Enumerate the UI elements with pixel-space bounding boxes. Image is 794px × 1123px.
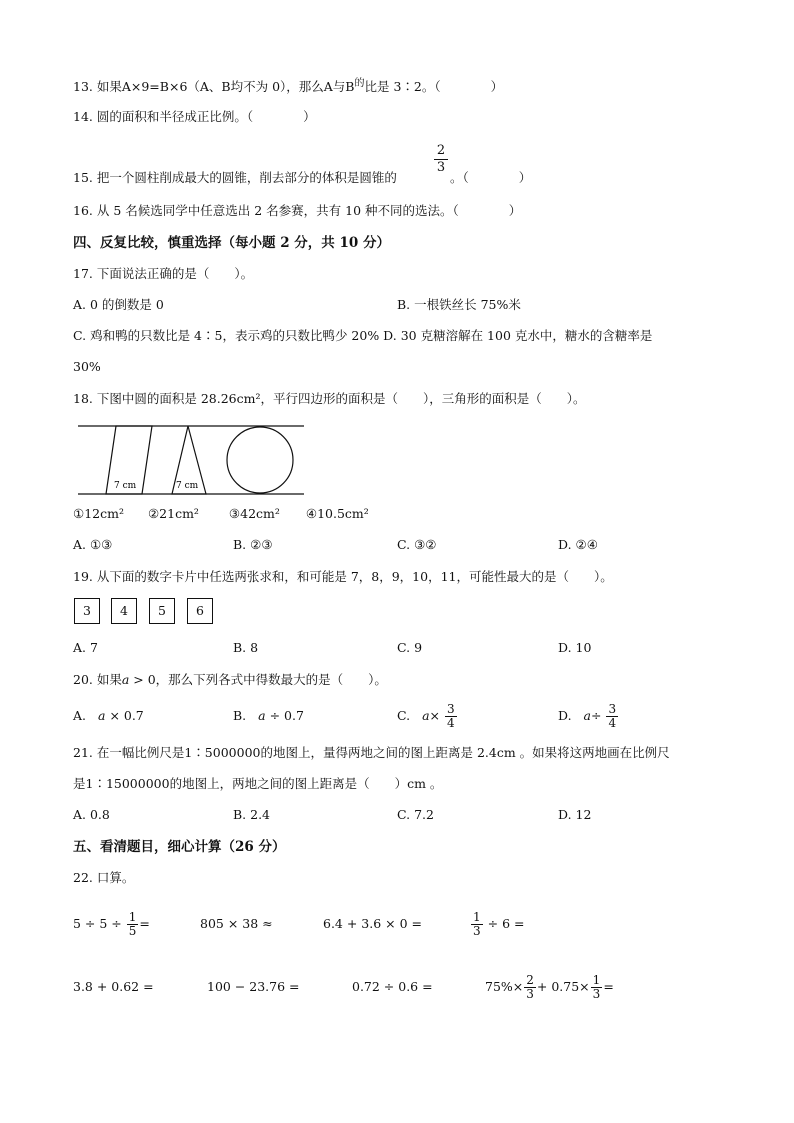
question-13	[73, 76, 503, 95]
parallelogram-base-label: 7 cm	[114, 481, 137, 491]
q20-c-fraction	[445, 703, 457, 730]
calc-8-post: =	[603, 979, 614, 994]
calc-1-den: 5	[128, 924, 137, 938]
q20-option-b	[233, 696, 304, 736]
calc-1-post: =	[139, 916, 150, 931]
q19-choice-c: C. 9	[397, 640, 423, 655]
q20-d-num: 3	[608, 702, 617, 716]
q20-d-label: D.	[558, 708, 572, 723]
q18-choice-c: C. ③②	[397, 537, 437, 552]
calc-8-num-1: 2	[526, 973, 534, 987]
calc-5: 3.8 + 0.62 =	[73, 979, 154, 994]
section-5-heading: 五、看清题目，细心计算（26 分）	[73, 839, 286, 855]
question-14: 14. 圆的面积和半径成正比例。（ ）	[73, 109, 316, 124]
question-21-line-2: 是1∶15000000的地图上，两地之间的图上距离是（ ）cm 。	[73, 776, 443, 791]
q20-a-expr: × 0.7	[109, 708, 144, 723]
calc-1-fraction	[127, 911, 139, 938]
q20-d-var: a	[583, 708, 591, 723]
q19-choice-d: D. 10	[558, 640, 592, 655]
calc-4	[470, 904, 524, 944]
circle-shape	[227, 427, 293, 493]
question-19: 19. 从下面的数字卡片中任选两张求和，和可能是 7，8，9，10，11，可能性最大的是（ ）。	[73, 569, 613, 584]
q15-denominator: 3	[436, 160, 446, 175]
q15-numerator: 2	[434, 143, 448, 160]
q21-choice-d: D. 12	[558, 807, 592, 822]
q13-small-char: 的	[354, 78, 365, 89]
calc-4-den: 3	[473, 924, 481, 938]
q20-c-op: ×	[429, 708, 441, 723]
q20-prefix: 20. 如果	[73, 672, 122, 687]
q17-option-cd: C. 鸡和鸭的只数比是 4∶5，表示鸡的只数比鸭少 20% D. 30 克糖溶解在 100 克水中，糖水的含糖率是	[73, 328, 653, 343]
number-card-6: 6	[187, 598, 213, 624]
q13-end: 比是 3∶2。（ ）	[364, 79, 504, 94]
q18-choice-a: A. ①③	[73, 537, 113, 552]
calc-8	[485, 967, 614, 1007]
calc-1-pre: 5 ÷ 5 ÷	[73, 916, 122, 931]
q21-choice-b: B. 2.4	[233, 807, 271, 822]
q15-end: 。（ ）	[450, 170, 532, 185]
calc-8-fraction-2	[591, 974, 603, 1001]
number-card-5: 5	[149, 598, 175, 624]
q17-option-b: B. 一根铁丝长 75%米	[397, 297, 521, 312]
q18-value-2: ②21cm²	[147, 506, 199, 521]
question-21-line-1: 21. 在一幅比例尺是1∶5000000的地图上，量得两地之间的图上距离是 2.4cm 。如果将这两地画在比例尺	[73, 745, 670, 760]
q18-choice-b: B. ②③	[233, 537, 273, 552]
q21-choice-a: A. 0.8	[73, 807, 110, 822]
q20-b-label: B.	[233, 708, 247, 723]
calc-2: 805 × 38 ≈	[200, 916, 273, 931]
q18-figure	[78, 422, 308, 502]
q20-c-label: C.	[397, 708, 411, 723]
q17-option-a: A. 0 的倒数是 0	[73, 297, 164, 312]
calc-7: 0.72 ÷ 0.6 =	[352, 979, 433, 994]
calc-8-fraction-1	[524, 974, 536, 1001]
section-4-heading: 四、反复比较，慎重选择（每小题 2 分，共 10 分）	[73, 235, 390, 251]
q20-variable: a	[121, 672, 130, 687]
q15-fraction	[434, 143, 448, 176]
calc-1	[73, 904, 150, 944]
q15-text: 15. 把一个圆柱削成最大的圆锥，削去部分的体积是圆锥的	[73, 170, 397, 185]
q17-option-d-cont: 30%	[73, 359, 101, 374]
q20-a-label: A.	[73, 708, 87, 723]
q19-choice-a: A. 7	[73, 640, 98, 655]
question-17: 17. 下面说法正确的是（ ）。	[73, 266, 254, 281]
calc-6: 100 − 23.76 =	[207, 979, 300, 994]
q20-c-num: 3	[447, 702, 455, 716]
calc-8-mid: + 0.75×	[536, 979, 590, 994]
q20-c-var: a	[422, 708, 430, 723]
calc-4-num: 1	[473, 910, 481, 924]
q20-d-op: ÷	[591, 708, 602, 723]
calc-1-num: 1	[128, 910, 137, 924]
q20-c-den: 4	[447, 716, 455, 730]
question-16: 16. 从 5 名候选同学中任意选出 2 名参赛，共有 10 种不同的选法。（ ）	[73, 203, 522, 218]
number-card-3: 3	[74, 598, 100, 624]
q18-value-4: ④10.5cm²	[305, 506, 369, 521]
calc-8-den-1: 3	[526, 987, 534, 1001]
q20-option-d	[558, 696, 619, 736]
q21-choice-c: C. 7.2	[397, 807, 434, 822]
calc-8-den-2: 3	[592, 987, 601, 1001]
question-18: 18. 下图中圆的面积是 28.26cm²，平行四边形的面积是（ ），三角形的面积是（ ）。	[73, 391, 586, 406]
q18-values	[73, 506, 369, 522]
q18-choice-d: D. ②④	[558, 537, 598, 552]
calc-8-num-2: 1	[592, 973, 601, 987]
q20-d-den: 4	[608, 716, 617, 730]
q18-value-1: ①12cm²	[73, 506, 124, 521]
q20-a-var: a	[98, 708, 106, 723]
q13-text: 13. 如果A×9=B×6（A、B均不为 0），那么A与B	[73, 79, 355, 94]
calc-8-pre: 75%×	[485, 979, 524, 994]
calc-3: 6.4 + 3.6 × 0 =	[323, 916, 422, 931]
calc-4-fraction	[471, 911, 483, 938]
question-15	[73, 170, 397, 186]
number-card-4: 4	[111, 598, 137, 624]
question-20	[73, 672, 387, 688]
question-22: 22. 口算。	[73, 870, 135, 885]
q20-b-var: a	[258, 708, 266, 723]
triangle-base-label: 7 cm	[176, 481, 199, 491]
q20-b-expr: ÷ 0.7	[269, 708, 304, 723]
q20-option-a	[73, 696, 144, 736]
q18-value-3: ③42cm²	[228, 506, 280, 521]
q20-d-fraction	[606, 703, 618, 730]
calc-4-post: ÷ 6 =	[487, 916, 525, 931]
q20-option-c	[397, 696, 458, 736]
q20-condition: > 0，那么下列各式中得数最大的是（ ）。	[129, 672, 387, 687]
q19-choice-b: B. 8	[233, 640, 259, 655]
